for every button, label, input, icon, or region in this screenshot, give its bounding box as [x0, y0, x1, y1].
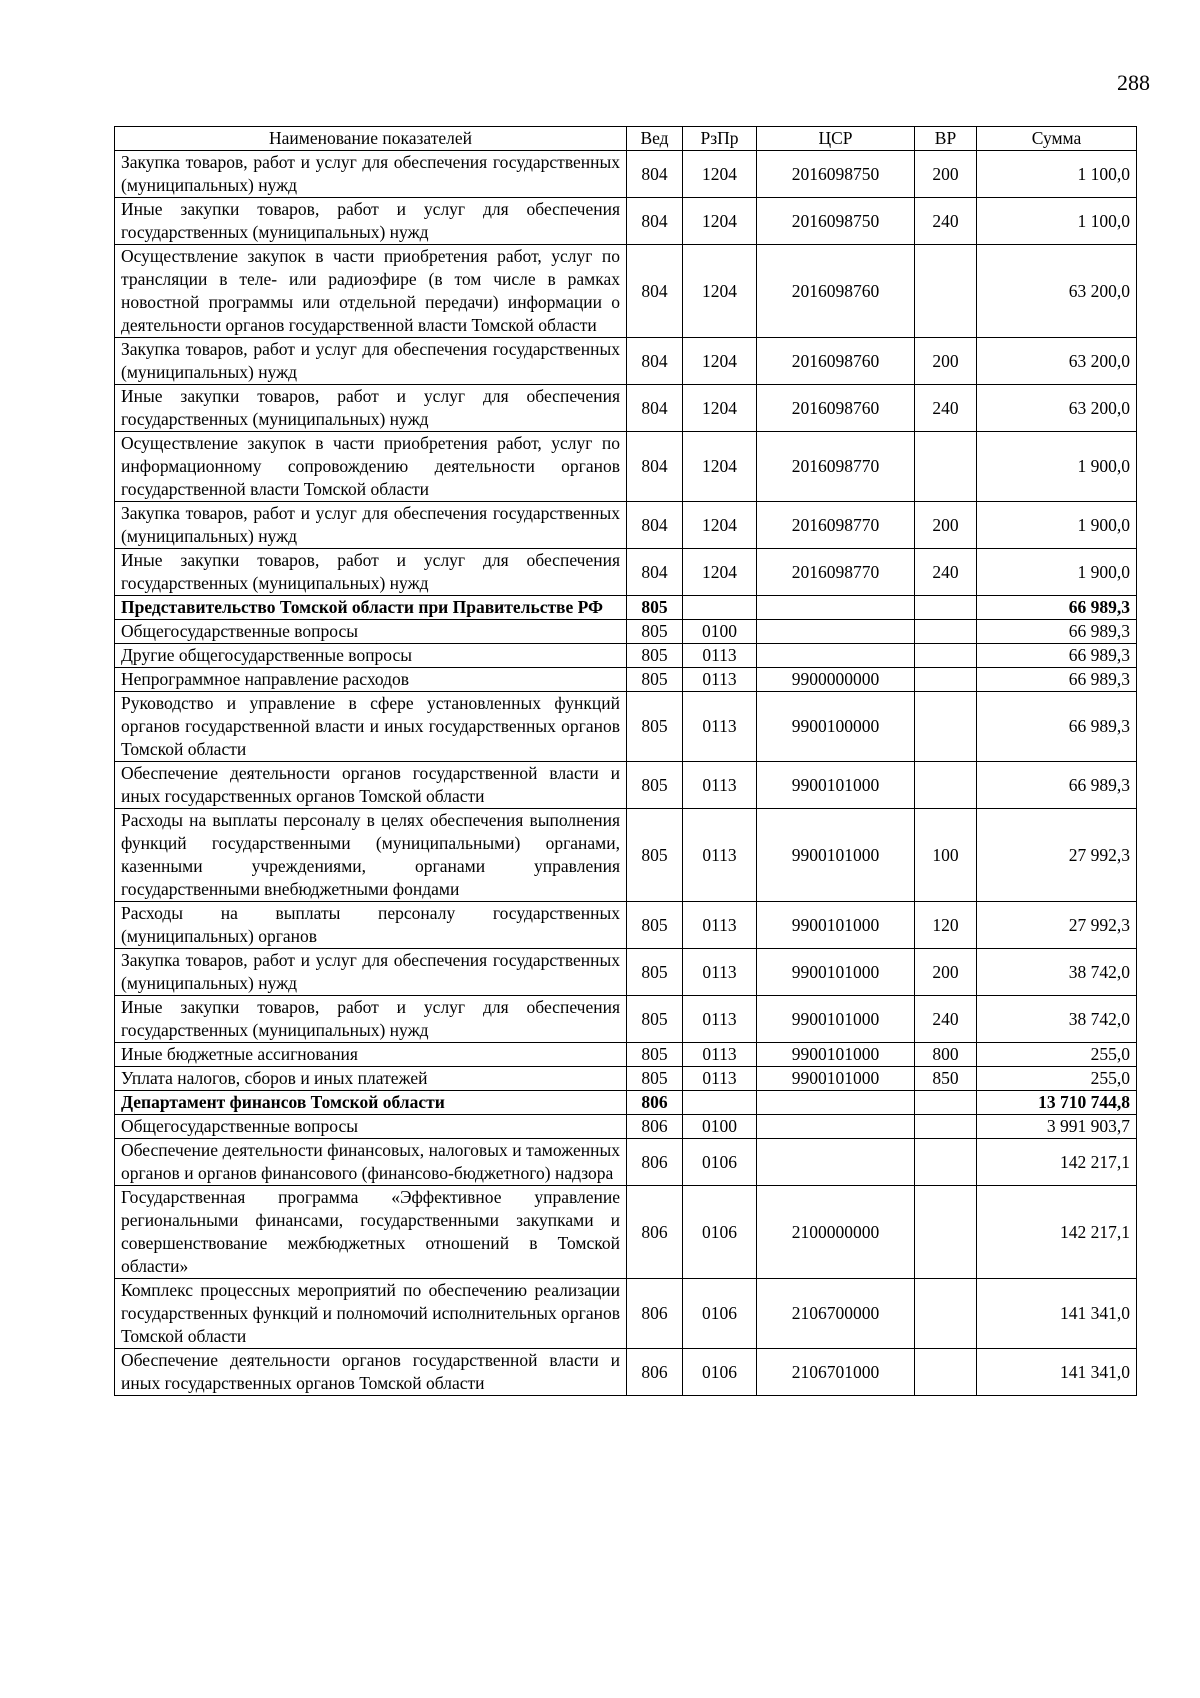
- cell-rzpr: 1204: [683, 385, 757, 432]
- cell-csr: 2016098760: [757, 338, 915, 385]
- cell-ved: 804: [627, 502, 683, 549]
- cell-name: Закупка товаров, работ и услуг для обеспечения государственных (муниципальных) нужд: [115, 151, 627, 198]
- cell-vr: 240: [915, 385, 977, 432]
- cell-sum: 66 989,3: [977, 596, 1137, 620]
- cell-ved: 805: [627, 996, 683, 1043]
- cell-name: Осуществление закупок в части приобретения работ, услуг по информационному сопровождению деятельности органов государственной власти Томской области: [115, 432, 627, 502]
- cell-vr: [915, 432, 977, 502]
- cell-csr: [757, 1139, 915, 1186]
- cell-sum: 141 341,0: [977, 1279, 1137, 1349]
- table-row: [115, 338, 1137, 385]
- header-name: Наименование показателей: [115, 127, 627, 151]
- table-row: [115, 245, 1137, 338]
- cell-rzpr: 0106: [683, 1349, 757, 1396]
- cell-ved: 806: [627, 1279, 683, 1349]
- cell-csr: 9900000000: [757, 668, 915, 692]
- cell-sum: 63 200,0: [977, 245, 1137, 338]
- cell-csr: 9900100000: [757, 692, 915, 762]
- cell-ved: 805: [627, 902, 683, 949]
- cell-ved: 805: [627, 596, 683, 620]
- table-row: [115, 198, 1137, 245]
- table-row: [115, 432, 1137, 502]
- cell-name: Осуществление закупок в части приобретения работ, услуг по трансляции в теле- или радиоэфире (в том числе в рамках новостной программы или отдельной передачи) информации о деятельности органов государственной власти Томской области: [115, 245, 627, 338]
- cell-vr: 200: [915, 338, 977, 385]
- cell-name: Иные бюджетные ассигнования: [115, 1043, 627, 1067]
- cell-ved: 806: [627, 1186, 683, 1279]
- cell-sum: 1 100,0: [977, 151, 1137, 198]
- table-body: [115, 151, 1137, 1396]
- cell-rzpr: 0113: [683, 902, 757, 949]
- cell-sum: 255,0: [977, 1043, 1137, 1067]
- cell-ved: 805: [627, 620, 683, 644]
- cell-ved: 804: [627, 549, 683, 596]
- cell-ved: 805: [627, 668, 683, 692]
- cell-name: Закупка товаров, работ и услуг для обеспечения государственных (муниципальных) нужд: [115, 338, 627, 385]
- cell-sum: 27 992,3: [977, 809, 1137, 902]
- cell-sum: 27 992,3: [977, 902, 1137, 949]
- cell-ved: 806: [627, 1349, 683, 1396]
- cell-ved: 805: [627, 809, 683, 902]
- cell-sum: 1 900,0: [977, 502, 1137, 549]
- cell-vr: [915, 692, 977, 762]
- cell-name: Иные закупки товаров, работ и услуг для обеспечения государственных (муниципальных) нужд: [115, 385, 627, 432]
- table-row: [115, 1091, 1137, 1115]
- cell-ved: 806: [627, 1115, 683, 1139]
- cell-rzpr: 0100: [683, 620, 757, 644]
- cell-sum: 13 710 744,8: [977, 1091, 1137, 1115]
- cell-csr: 2016098760: [757, 385, 915, 432]
- page-number: 288: [1117, 70, 1150, 95]
- cell-csr: 9900101000: [757, 762, 915, 809]
- table-row: [115, 762, 1137, 809]
- table-row: [115, 1186, 1137, 1279]
- cell-rzpr: 0113: [683, 809, 757, 902]
- cell-name: Расходы на выплаты персоналу в целях обеспечения выполнения функций государственными (муниципальными) органами, казенными учреждениями, органами управления государственными внебюджетными фондами: [115, 809, 627, 902]
- cell-sum: 66 989,3: [977, 762, 1137, 809]
- cell-vr: 200: [915, 151, 977, 198]
- cell-csr: 9900101000: [757, 902, 915, 949]
- table-row: [115, 1043, 1137, 1067]
- cell-sum: 1 900,0: [977, 549, 1137, 596]
- table-row: [115, 1279, 1137, 1349]
- header-ved: Вед: [627, 127, 683, 151]
- cell-vr: [915, 596, 977, 620]
- table-row: [115, 949, 1137, 996]
- cell-name: Иные закупки товаров, работ и услуг для обеспечения государственных (муниципальных) нужд: [115, 996, 627, 1043]
- cell-rzpr: 0113: [683, 1043, 757, 1067]
- table-row: [115, 902, 1137, 949]
- cell-rzpr: 1204: [683, 151, 757, 198]
- cell-vr: 800: [915, 1043, 977, 1067]
- header-rzpr: РзПр: [683, 127, 757, 151]
- cell-csr: 9900101000: [757, 949, 915, 996]
- cell-csr: 2100000000: [757, 1186, 915, 1279]
- budget-table: [114, 126, 1137, 1396]
- cell-ved: 805: [627, 762, 683, 809]
- table-header-row: [115, 127, 1137, 151]
- cell-csr: 2016098760: [757, 245, 915, 338]
- cell-csr: 9900101000: [757, 1043, 915, 1067]
- cell-csr: 2106701000: [757, 1349, 915, 1396]
- cell-name: Другие общегосударственные вопросы: [115, 644, 627, 668]
- cell-vr: [915, 620, 977, 644]
- cell-name: Общегосударственные вопросы: [115, 620, 627, 644]
- cell-csr: 2016098770: [757, 432, 915, 502]
- cell-name: Иные закупки товаров, работ и услуг для обеспечения государственных (муниципальных) нужд: [115, 198, 627, 245]
- cell-sum: 1 100,0: [977, 198, 1137, 245]
- cell-sum: 141 341,0: [977, 1349, 1137, 1396]
- cell-ved: 805: [627, 1067, 683, 1091]
- table-row: [115, 502, 1137, 549]
- cell-name: Обеспечение деятельности органов государственной власти и иных государственных органов Томской области: [115, 762, 627, 809]
- cell-sum: 142 217,1: [977, 1186, 1137, 1279]
- cell-ved: 806: [627, 1091, 683, 1115]
- table-row: [115, 1067, 1137, 1091]
- cell-name: Представительство Томской области при Правительстве РФ: [115, 596, 627, 620]
- cell-vr: [915, 1186, 977, 1279]
- cell-name: Уплата налогов, сборов и иных платежей: [115, 1067, 627, 1091]
- cell-ved: 805: [627, 1043, 683, 1067]
- cell-sum: 38 742,0: [977, 996, 1137, 1043]
- cell-ved: 805: [627, 692, 683, 762]
- table-row: [115, 151, 1137, 198]
- cell-name: Обеспечение деятельности финансовых, налоговых и таможенных органов и органов финансового (финансово-бюджетного) надзора: [115, 1139, 627, 1186]
- cell-vr: [915, 762, 977, 809]
- cell-name: Обеспечение деятельности органов государственной власти и иных государственных органов Томской области: [115, 1349, 627, 1396]
- cell-rzpr: 0113: [683, 668, 757, 692]
- cell-vr: [915, 1349, 977, 1396]
- cell-vr: 240: [915, 996, 977, 1043]
- cell-ved: 804: [627, 385, 683, 432]
- header-sum: Сумма: [977, 127, 1137, 151]
- cell-sum: 1 900,0: [977, 432, 1137, 502]
- cell-name: Непрограммное направление расходов: [115, 668, 627, 692]
- cell-sum: 66 989,3: [977, 692, 1137, 762]
- table-row: [115, 549, 1137, 596]
- cell-csr: 2016098750: [757, 198, 915, 245]
- cell-vr: 240: [915, 198, 977, 245]
- table-row: [115, 1349, 1137, 1396]
- cell-vr: [915, 1091, 977, 1115]
- cell-csr: [757, 620, 915, 644]
- cell-sum: 63 200,0: [977, 338, 1137, 385]
- cell-name: Руководство и управление в сфере установленных функций органов государственной власти и иных государственных органов Томской области: [115, 692, 627, 762]
- table-row: [115, 668, 1137, 692]
- cell-sum: 255,0: [977, 1067, 1137, 1091]
- table-row: [115, 996, 1137, 1043]
- cell-vr: 200: [915, 502, 977, 549]
- cell-name: Закупка товаров, работ и услуг для обеспечения государственных (муниципальных) нужд: [115, 502, 627, 549]
- cell-rzpr: 0100: [683, 1115, 757, 1139]
- cell-csr: 2016098770: [757, 549, 915, 596]
- cell-rzpr: 1204: [683, 198, 757, 245]
- table-row: [115, 385, 1137, 432]
- cell-ved: 804: [627, 198, 683, 245]
- cell-name: Департамент финансов Томской области: [115, 1091, 627, 1115]
- cell-ved: 806: [627, 1139, 683, 1186]
- cell-rzpr: 1204: [683, 245, 757, 338]
- table-row: [115, 596, 1137, 620]
- cell-csr: 2016098770: [757, 502, 915, 549]
- cell-rzpr: [683, 596, 757, 620]
- cell-csr: [757, 1115, 915, 1139]
- cell-rzpr: 0106: [683, 1186, 757, 1279]
- cell-sum: 3 991 903,7: [977, 1115, 1137, 1139]
- header-vr: ВР: [915, 127, 977, 151]
- cell-ved: 805: [627, 644, 683, 668]
- table-row: [115, 692, 1137, 762]
- cell-csr: 9900101000: [757, 809, 915, 902]
- cell-name: Расходы на выплаты персоналу государственных (муниципальных) органов: [115, 902, 627, 949]
- cell-name: Закупка товаров, работ и услуг для обеспечения государственных (муниципальных) нужд: [115, 949, 627, 996]
- cell-csr: [757, 1091, 915, 1115]
- cell-csr: 9900101000: [757, 1067, 915, 1091]
- cell-csr: [757, 596, 915, 620]
- cell-rzpr: 1204: [683, 549, 757, 596]
- cell-rzpr: 0113: [683, 644, 757, 668]
- cell-ved: 804: [627, 151, 683, 198]
- cell-name: Государственная программа «Эффективное управление региональными финансами, государственными закупками и совершенствование межбюджетных отношений в Томской области»: [115, 1186, 627, 1279]
- cell-name: Общегосударственные вопросы: [115, 1115, 627, 1139]
- cell-rzpr: [683, 1091, 757, 1115]
- cell-vr: 850: [915, 1067, 977, 1091]
- cell-vr: [915, 644, 977, 668]
- cell-csr: 2106700000: [757, 1279, 915, 1349]
- cell-ved: 805: [627, 949, 683, 996]
- table-row: [115, 644, 1137, 668]
- cell-vr: 120: [915, 902, 977, 949]
- cell-sum: 66 989,3: [977, 620, 1137, 644]
- cell-ved: 804: [627, 432, 683, 502]
- cell-csr: 2016098750: [757, 151, 915, 198]
- cell-name: Комплекс процессных мероприятий по обеспечению реализации государственных функций и полномочий исполнительных органов Томской области: [115, 1279, 627, 1349]
- cell-vr: [915, 668, 977, 692]
- header-csr: ЦСР: [757, 127, 915, 151]
- cell-rzpr: 0113: [683, 692, 757, 762]
- cell-rzpr: 0113: [683, 762, 757, 809]
- cell-sum: 38 742,0: [977, 949, 1137, 996]
- table-row: [115, 1115, 1137, 1139]
- cell-sum: 66 989,3: [977, 668, 1137, 692]
- cell-rzpr: 1204: [683, 432, 757, 502]
- table-row: [115, 620, 1137, 644]
- cell-vr: 100: [915, 809, 977, 902]
- cell-rzpr: 0106: [683, 1139, 757, 1186]
- cell-name: Иные закупки товаров, работ и услуг для обеспечения государственных (муниципальных) нужд: [115, 549, 627, 596]
- cell-sum: 142 217,1: [977, 1139, 1137, 1186]
- table-row: [115, 1139, 1137, 1186]
- cell-rzpr: 0113: [683, 1067, 757, 1091]
- cell-rzpr: 1204: [683, 338, 757, 385]
- cell-ved: 804: [627, 245, 683, 338]
- cell-vr: [915, 1139, 977, 1186]
- cell-rzpr: 0113: [683, 949, 757, 996]
- cell-rzpr: 0106: [683, 1279, 757, 1349]
- cell-vr: [915, 245, 977, 338]
- cell-vr: 240: [915, 549, 977, 596]
- cell-csr: 9900101000: [757, 996, 915, 1043]
- cell-vr: 200: [915, 949, 977, 996]
- cell-vr: [915, 1115, 977, 1139]
- cell-csr: [757, 644, 915, 668]
- cell-rzpr: 0113: [683, 996, 757, 1043]
- table-row: [115, 809, 1137, 902]
- cell-ved: 804: [627, 338, 683, 385]
- cell-vr: [915, 1279, 977, 1349]
- cell-sum: 63 200,0: [977, 385, 1137, 432]
- cell-rzpr: 1204: [683, 502, 757, 549]
- cell-sum: 66 989,3: [977, 644, 1137, 668]
